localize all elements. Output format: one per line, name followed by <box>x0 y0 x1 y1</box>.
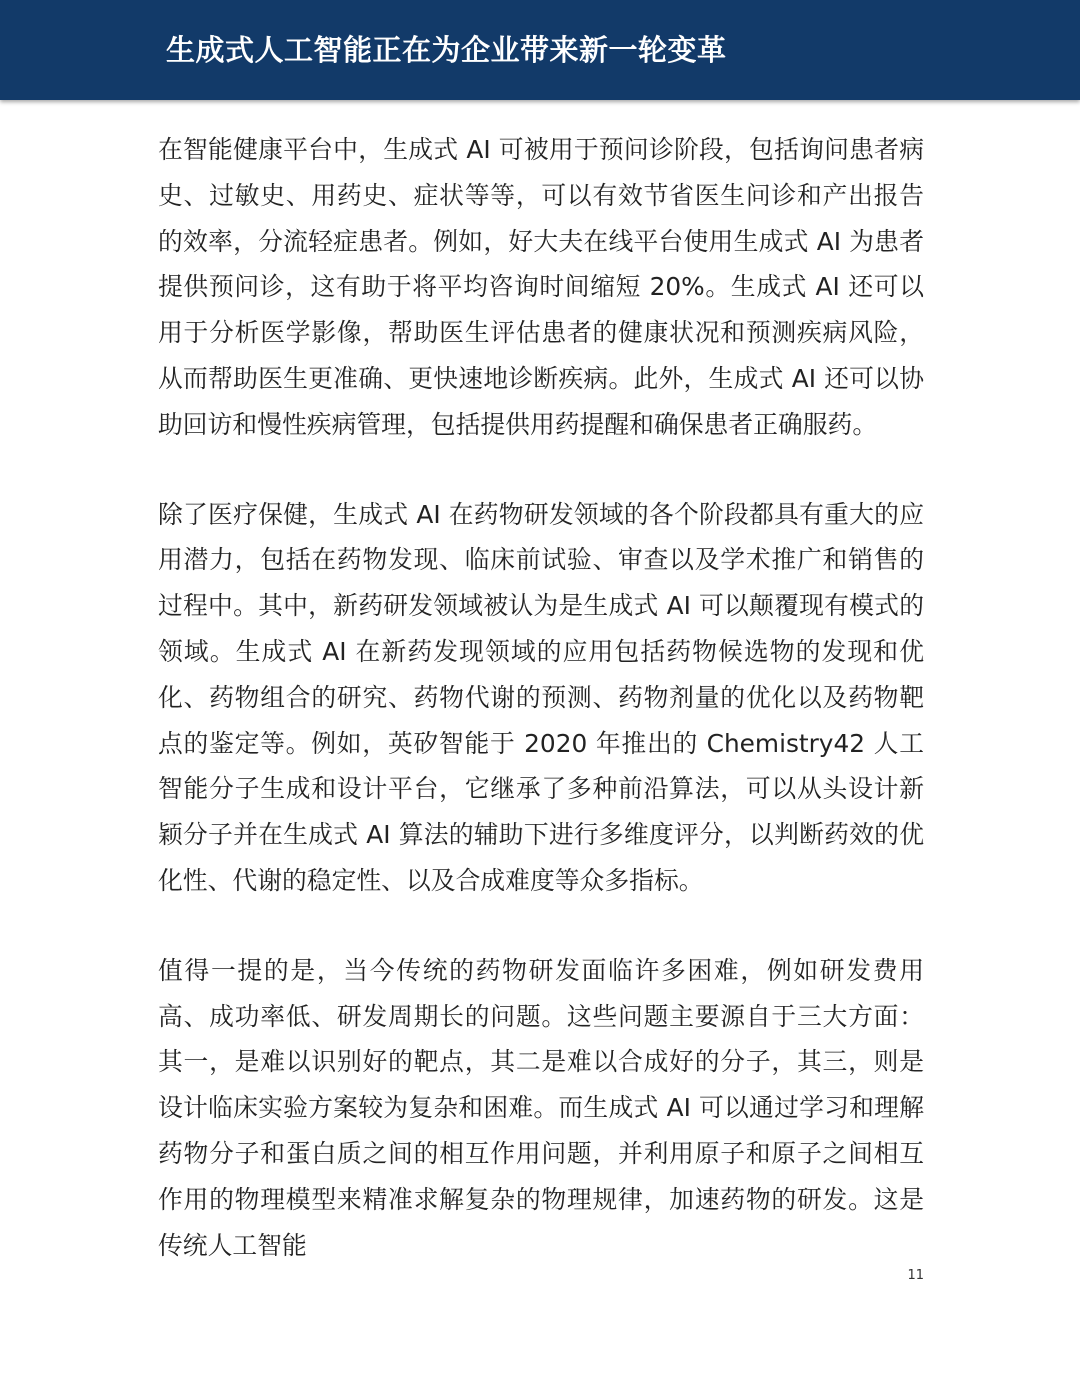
paragraph-drug-discovery: 除了医疗保健，生成式 AI 在药物研发领域的各个阶段都具有重大的应用潜力，包括在药物发现、临床前试验、审查以及学术推广和销售的过程中。其中，新药研发领域被认为是生成式 AI 可以颠覆现有模式的领域。生成式 AI 在新药发现领域的应用包括药物候选物的发现和优化、药物组合的研究、药物代谢的预测、药物剂量的优化以及药物靶点的鉴定等。例如，英矽智能于 2020 年推出的 Chemistry42 人工智能分子生成和设计平台，它继承了多种前沿算法，可以从头设计新颖分子并在生成式 AI 算法的辅助下进行多维度评分，以判断药效的优化性、代谢的稳定性、以及合成难度等众多指标。 <box>158 499 924 895</box>
paragraph-healthcare-platform: 在智能健康平台中，生成式 AI 可被用于预问诊阶段，包括询问患者病史、过敏史、用药史、症状等等，可以有效节省医生问诊和产出报告的效率，分流轻症患者。例如，好大夫在线平台使用生成式 AI 为患者提供预问诊，这有助于将平均咨询时间缩短 20%。生成式 AI 还可以用于分析医学影像，帮助医生评估患者的健康状况和预测疾病风险，从而帮助医生更准确、更快速地诊断疾病。此外，生成式 AI 还可以协助回访和慢性疾病管理，包括提供用药提醒和确保患者正确服药。 <box>158 135 924 439</box>
page-title: 生成式人工智能正在为企业带来新一轮变革 <box>166 33 727 67</box>
document-body <box>158 127 924 1312</box>
header-bar <box>0 0 1080 100</box>
page-number: 11 <box>907 1268 924 1283</box>
paragraph-drug-rd-challenges: 值得一提的是，当今传统的药物研发面临许多困难，例如研发费用高、成功率低、研发周期长的问题。这些问题主要源自于三大方面：其一，是难以识别好的靶点，其二是难以合成好的分子，其三，则是设计临床实验方案较为复杂和困难。而生成式 AI 可以通过学习和理解药物分子和蛋白质之间的相互作用问题，并利用原子和原子之间相互作用的物理模型来精准求解复杂的物理规律，加速药物的研发。这是传统人工智能 <box>158 955 924 1260</box>
